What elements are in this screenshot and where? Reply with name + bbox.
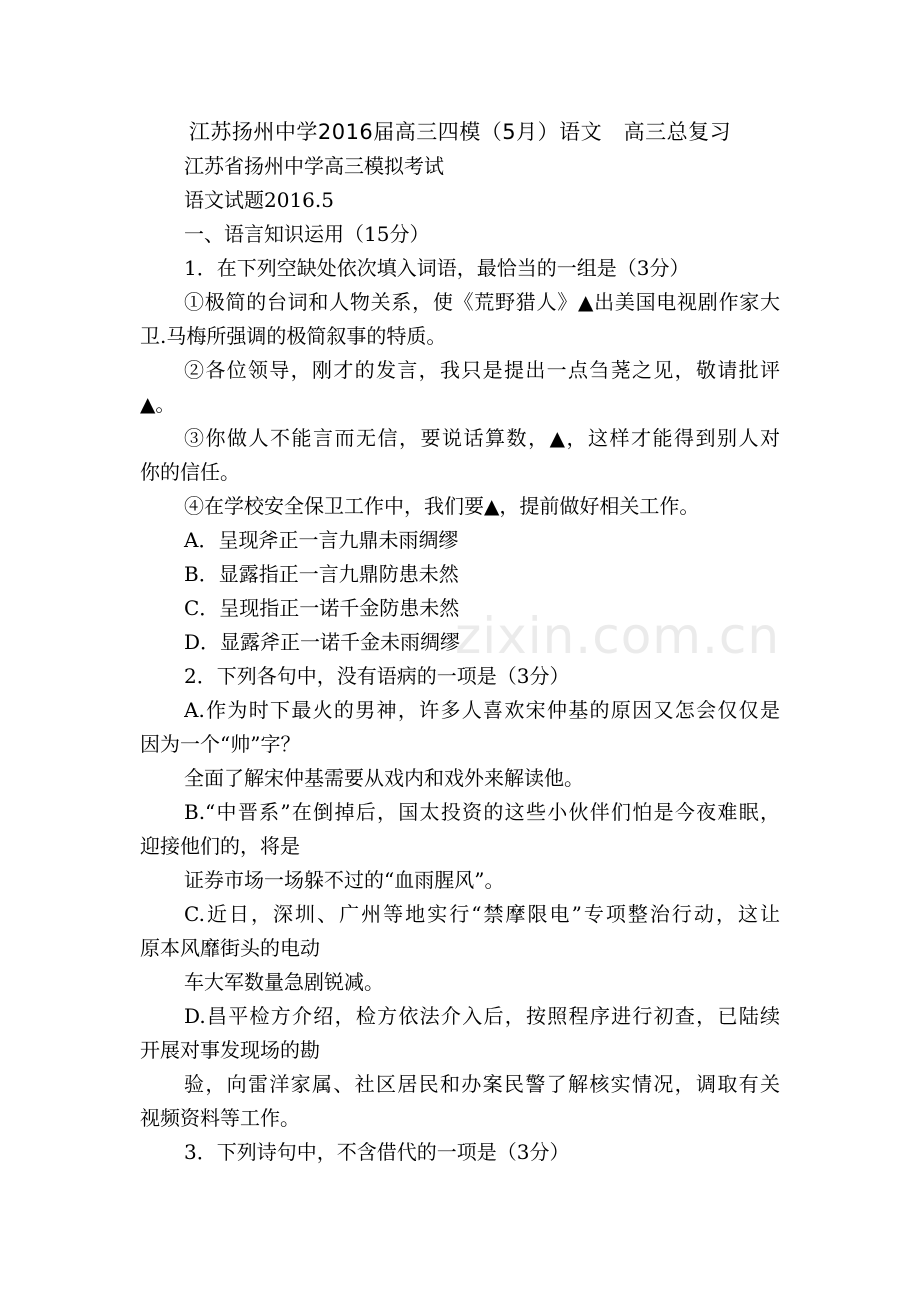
question-1: 1．在下列空缺处依次填入词语，最恰当的一组是（3分）: [184, 256, 690, 280]
q2-option-d-line-4: 视频资料等工作。: [140, 1106, 300, 1130]
q2-option-c-line-3: 车大军数量急剧锐减。: [184, 970, 384, 994]
q1-item-1-line-2: 卫.马梅所强调的极简叙事的特质。: [140, 324, 447, 348]
watermark: zixin.com.cn: [455, 607, 781, 665]
q2-option-d-line-3: 验，向雷洋家属、社区居民和办案民警了解核实情况，调取有关: [184, 1072, 780, 1096]
exam-subject-date: 语文试题2016.5: [184, 188, 334, 212]
q2-option-b-line-1: B.“中晋系”在倒掉后，国太投资的这些小伙伴们怕是今夜难眠，: [184, 800, 780, 824]
question-2: 2．下列各句中，没有语病的一项是（3分）: [184, 664, 570, 688]
q2-option-a-line-1: A.作为时下最火的男神，许多人喜欢宋仲基的原因又怎会仅仅是: [184, 698, 780, 722]
q1-option-b: B．显露指正一言九鼎防患未然: [184, 562, 459, 586]
school-exam-heading: 江苏省扬州中学高三模拟考试: [184, 154, 444, 178]
q2-option-c-line-1: C.近日，深圳、广州等地实行“禁摩限电”专项整治行动，这让: [184, 902, 780, 926]
q2-option-c-line-2: 原本风靡街头的电动: [140, 936, 320, 960]
q1-item-3-line-1: ③你做人不能言而无信，要说话算数，▲，这样才能得到别人对: [184, 426, 780, 450]
q1-item-2-line-2: ▲。: [140, 392, 176, 416]
q1-item-2-line-1: ②各位领导，刚才的发言，我只是提出一点刍荛之见，敬请批评: [184, 358, 780, 382]
q1-option-d: D．显露斧正一诺千金未雨绸缪: [184, 630, 461, 654]
q2-option-b-line-3: 证券市场一场躲不过的“血雨腥风”。: [184, 868, 505, 892]
q2-option-a-line-2: 因为一个“帅”字？: [140, 732, 301, 756]
q1-option-c: C．呈现指正一诺千金防患未然: [184, 596, 460, 620]
section-heading: 一、语言知识运用（15分）: [184, 222, 430, 246]
q2-option-d-line-2: 开展对事发现场的勘: [140, 1038, 320, 1062]
question-3: 3．下列诗句中，不含借代的一项是（3分）: [184, 1140, 570, 1164]
document-title: 江苏扬州中学2016届高三四模（5月）语文 高三总复习: [188, 120, 732, 144]
q2-option-b-line-2: 迎接他们的，将是: [140, 834, 300, 858]
q1-option-a: A．呈现斧正一言九鼎未雨绸缪: [184, 528, 459, 552]
q1-item-1-line-1: ①极简的台词和人物关系，使《荒野猎人》▲出美国电视剧作家大: [184, 290, 780, 314]
q1-item-3-line-2: 你的信任。: [140, 460, 240, 484]
q2-option-a-line-3: 全面了解宋仲基需要从戏内和戏外来解读他。: [184, 766, 584, 790]
q1-item-4: ④在学校安全保卫工作中，我们要▲，提前做好相关工作。: [184, 494, 700, 518]
q2-option-d-line-1: D.昌平检方介绍，检方依法介入后，按照程序进行初查，已陆续: [184, 1004, 780, 1028]
